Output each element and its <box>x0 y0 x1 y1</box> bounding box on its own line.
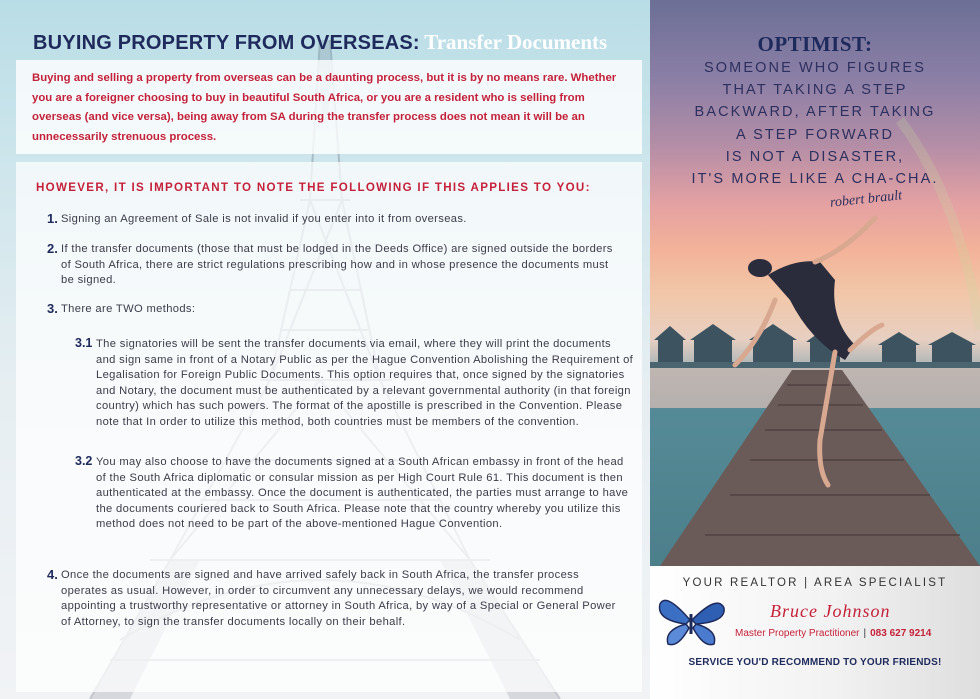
quote-text <box>660 57 970 190</box>
agent-contact: Master Property Practitioner | 083 627 9214 <box>735 628 932 639</box>
title-sub: Transfer Documents <box>424 30 608 54</box>
intro-text: Buying and selling a property from overseas can be a daunting process, but it is by no means rare. Whether you are a foreigner choosing to buy in beautiful South Africa, or you are a resident who is selling from overseas (and vice versa), being away from SA during the transfer process does not mean it will be an unnecessarily strenuous process. <box>32 72 617 143</box>
agent-card <box>650 566 980 699</box>
agent-phone[interactable]: 083 627 9214 <box>870 628 932 639</box>
quote-line: SOMEONE WHO FIGURES <box>704 60 926 76</box>
quote-author: robert brault <box>829 188 903 211</box>
quote-line: THAT TAKING A STEP <box>722 82 908 99</box>
item-number: 1. <box>47 211 58 226</box>
agent-role: YOUR REALTOR | AREA SPECIALIST <box>682 577 948 589</box>
page-title <box>33 30 607 55</box>
notes-heading: HOWEVER, IT IS IMPORTANT TO NOTE THE FOLLOWING IF THIS APPLIES TO YOU: <box>36 181 591 194</box>
quote-line: IT'S MORE LIKE A CHA-CHA. <box>691 171 939 188</box>
list-item: Signing an Agreement of Sale is not invalid if you enter into it from overseas. <box>61 213 467 225</box>
list-item: There are TWO methods: <box>61 303 196 315</box>
list-item: Once the documents are signed and have arrived safely back in South Africa, the transfer process operates as usual. However, in order to circumvent any unnecessary delays, we would recommend appointing a trustworthy representative or attorney in South Africa, by way of a Special or General Power of Attorney, to sign the transfer documents locally on their behalf. <box>61 569 616 628</box>
item-number: 2. <box>47 241 58 256</box>
quote-line: IS NOT A DISASTER, <box>725 148 905 165</box>
item-number: 3.2 <box>75 454 93 468</box>
item-number: 3. <box>47 301 58 316</box>
notes-box <box>16 162 642 692</box>
quote-heading: OPTIMIST: <box>757 32 873 56</box>
intro-box <box>16 60 642 154</box>
butterfly-logo-icon <box>656 590 726 652</box>
list-item: The signatories will be sent the transfer documents via email, where they will print the documents and sign same in front of a Notary Public as per the Hague Convention Abolishing the Requirement of Legalisation for Foreign Public Documents. This option requires that, once signed by the signatories and Notary, the document must be authenticated by a relevant governmental authority (in that foreign country) which has such powers. The format of the apostille is prescribed in the Convention. Please note that In order to utilize this method, both countries must be members of the convention. <box>96 338 634 428</box>
agent-signature: Bruce Johnson <box>770 601 891 621</box>
list-item: You may also choose to have the documents signed at a South African embassy in front of the head of the South Africa diplomatic or consular mission as per High Court Rule 61. This document is then authenticated at the embassy. Once the document is authenticated, the parties must arrange to have the documents couriered back to South Africa. Please note that the country whereby you utilize this method does not need to be part of the above-mentioned Hague Convention. <box>96 456 629 531</box>
item-number: 4. <box>47 567 58 582</box>
agent-tagline: SERVICE YOU'D RECOMMEND TO YOUR FRIENDS! <box>688 657 942 668</box>
agent-title: Master Property Practitioner <box>735 628 860 639</box>
item-number: 3.1 <box>75 336 93 350</box>
quote-line: BACKWARD, AFTER TAKING <box>694 104 936 121</box>
quote-panel <box>650 0 980 566</box>
quote-line: A STEP FORWARD <box>735 126 895 143</box>
title-main: BUYING PROPERTY FROM OVERSEAS: <box>33 32 420 54</box>
list-item: If the transfer documents (those that must be lodged in the Deeds Office) are signed outside the borders of South Africa, there are strict regulations prescribing how and in whose presence the documents must be signed. <box>61 243 613 287</box>
